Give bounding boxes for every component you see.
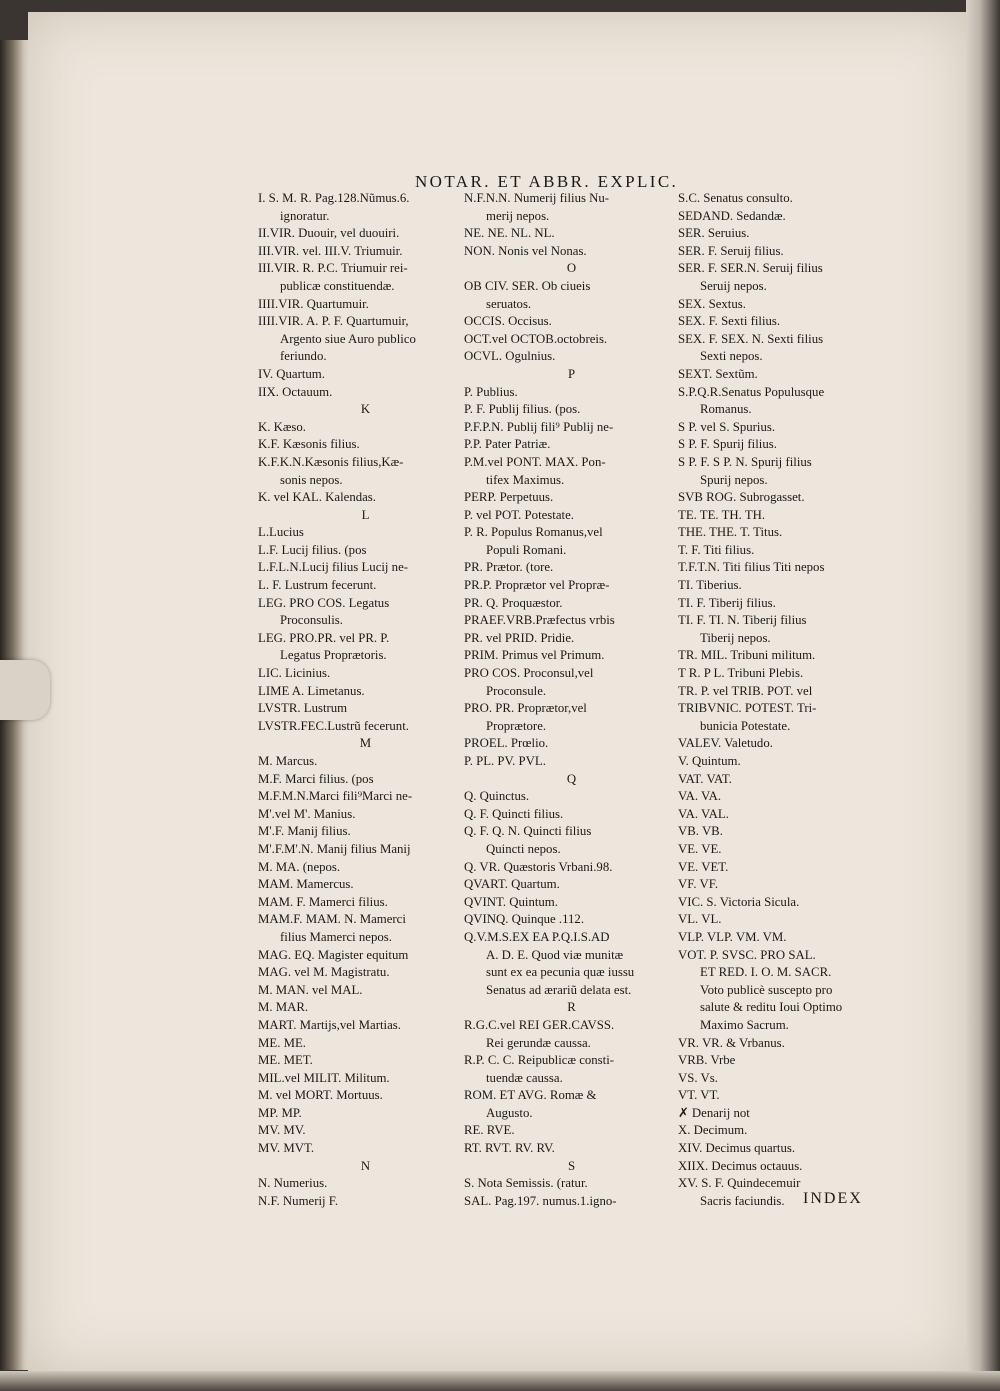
page-tab-marker: [0, 660, 50, 720]
entry-line: MAG. vel M. Magistratu.: [258, 965, 390, 980]
entry-line: P. vel POT. Potestate.: [464, 507, 574, 522]
entry-line: T. F. Titi filius.: [678, 542, 755, 557]
entry-line: MART. Martijs,vel Martias.: [258, 1017, 401, 1032]
entry-line: MAG. EQ. Magister equitum: [258, 947, 409, 962]
entry-line: VL. VL.: [678, 912, 722, 927]
entry-line: LIC. Licinius.: [258, 666, 331, 681]
entry-line: tifex Maximus.: [486, 472, 565, 487]
entry-line: III.VIR. R. P.C. Triumuir rei-: [258, 261, 408, 276]
entry-line: filius Mamerci nepos.: [280, 929, 392, 944]
entry-line: P. F. Publij filius. (pos.: [464, 402, 581, 417]
entry-line: XIV. Decimus quartus.: [678, 1141, 796, 1156]
entry-line: PRO. PR. Proprætor,vel: [464, 701, 587, 716]
section-letter: O: [566, 261, 577, 276]
entry-line: K.F. Kæsonis filius.: [258, 437, 360, 452]
section-letter: R: [567, 1000, 576, 1015]
entry-line: T R. P L. Tribuni Plebis.: [678, 666, 804, 681]
entry-line: SEXT. Sextũm.: [678, 366, 758, 381]
entry-line: IV. Quartum.: [258, 366, 325, 381]
entry-line: RE. RVE.: [464, 1123, 515, 1138]
entry-line: K.F.K.N.Kæsonis filius,Kæ-: [258, 454, 404, 469]
entry-line: Proconsule.: [486, 683, 547, 698]
entry-line: feriundo.: [280, 349, 327, 364]
entry-line: MV. MVT.: [258, 1141, 315, 1156]
entry-line: N.F. Numerij F.: [258, 1193, 339, 1208]
entry-line: VA. VAL.: [678, 806, 729, 821]
entry-line: ✗ Denarij not: [678, 1105, 750, 1120]
entry-line: L.Lucius: [258, 525, 304, 540]
entry-line: ROM. ET AVG. Romæ &: [464, 1088, 597, 1103]
entry-line: M.F. Marci filius. (pos: [258, 771, 374, 786]
entry-line: P. R. Populus Romanus,vel: [464, 525, 603, 540]
entry-line: TRIBVNIC. POTEST. Tri-: [678, 701, 817, 716]
entry-line: VE. VET.: [678, 859, 729, 874]
entry-line: Legatus Proprætoris.: [280, 648, 387, 663]
entry-line: RT. RVT. RV. RV.: [464, 1141, 555, 1156]
entry-line: II.VIR. Duouir, vel duouiri.: [258, 226, 400, 241]
entry-line: PRIM. Primus vel Primum.: [464, 648, 605, 663]
entry-line: PR. Prætor. (tore.: [464, 560, 554, 575]
entry-line: S.P.Q.R.Senatus Populusque: [678, 384, 825, 399]
entry-line: III.VIR. vel. III.V. Triumuir.: [258, 243, 403, 258]
entry-line: VLP. VLP. VM. VM.: [678, 929, 787, 944]
entry-line: MV. MV.: [258, 1123, 306, 1138]
entry-line: Q. Quinctus.: [464, 789, 530, 804]
section-letter: L: [361, 507, 370, 522]
entry-line: MAM.F. MAM. N. Mamerci: [258, 912, 406, 927]
entry-line: P. Publius.: [464, 384, 518, 399]
entry-line: tuendæ caussa.: [486, 1070, 563, 1085]
entry-line: salute & reditu Ioui Optimo: [700, 1000, 843, 1015]
section-letter: S: [567, 1158, 576, 1173]
entry-line: PERP. Perpetuus.: [464, 490, 554, 505]
entry-line: Proprætore.: [486, 718, 547, 733]
running-head: NOTAR. ET ABBR. EXPLIC.: [415, 172, 679, 191]
entry-line: S P. F. S P. N. Spurij filius: [678, 454, 812, 469]
entry-line: TR. P. vel TRIB. POT. vel: [678, 683, 813, 698]
entry-line: V. Quintum.: [678, 754, 741, 768]
entry-line: OCVL. Ogulnius.: [464, 349, 556, 364]
entry-line: IIII.VIR. A. P. F. Quartumuir,: [258, 314, 409, 329]
entry-line: PROEL. Prœlio.: [464, 736, 549, 751]
entry-line: XV. S. F. Quindecemuir: [678, 1176, 801, 1191]
entry-line: M. MA. (nepos.: [258, 859, 341, 874]
entry-line: ET RED. I. O. M. SACR.: [700, 965, 832, 980]
column-3: [678, 190, 893, 1210]
entry-line: S P. vel S. Spurius.: [678, 419, 776, 434]
entry-line: R.P. C. C. Reipublicæ consti-: [464, 1053, 615, 1068]
entry-line: VT. VT.: [678, 1088, 720, 1103]
entry-line: M.F.M.N.Marci fili⁹Marci ne-: [258, 789, 413, 804]
entry-line: LEG. PRO COS. Legatus: [258, 595, 390, 610]
entry-line: N. Numerius.: [258, 1176, 328, 1191]
entry-line: M. vel MORT. Mortuus.: [258, 1088, 383, 1103]
entry-line: Voto publicè suscepto pro: [700, 982, 833, 997]
entry-line: R.G.C.vel REI GER.CAVSS.: [464, 1017, 615, 1032]
entry-line: Q. F. Q. N. Quincti filius: [464, 824, 592, 839]
entry-line: ignoratur.: [280, 208, 330, 223]
entry-line: A. D. E. Quod viæ munitæ: [486, 947, 624, 962]
section-letter: P: [567, 366, 576, 381]
section-letter: K: [360, 402, 371, 417]
entry-line: L.F. Lucij filius. (pos: [258, 542, 367, 557]
entry-line: MAM. Mamercus.: [258, 877, 354, 892]
column-1: [258, 190, 473, 1210]
entry-line: S.C. Senatus consulto.: [678, 191, 793, 205]
entry-line: M'.F.M'.N. Manij filius Manij: [258, 841, 411, 856]
entry-line: Maximo Sacrum.: [700, 1017, 789, 1032]
entry-line: L. F. Lustrum fecerunt.: [258, 578, 377, 593]
entry-line: TI. Tiberius.: [678, 578, 742, 593]
entry-line: TR. MIL. Tribuni militum.: [678, 648, 816, 663]
entry-line: ME. MET.: [258, 1053, 313, 1068]
entry-line: PR. vel PRID. Pridie.: [464, 630, 575, 645]
column-2: [464, 190, 679, 1210]
entry-line: LVSTR.FEC.Lustrũ fecerunt.: [258, 718, 409, 733]
entry-line: VIC. S. Victoria Sicula.: [678, 894, 800, 909]
entry-line: Sacris faciundis.: [700, 1193, 785, 1208]
entry-line: TE. TE. TH. TH.: [678, 507, 766, 522]
entry-line: Augusto.: [486, 1105, 533, 1120]
entry-line: VRB. Vrbe: [678, 1053, 736, 1068]
entry-line: LEG. PRO.PR. vel PR. P.: [258, 630, 390, 645]
entry-line: PRO COS. Proconsul,vel: [464, 666, 594, 681]
entry-line: VA. VA.: [678, 789, 722, 804]
entry-line: LVSTR. Lustrum: [258, 701, 348, 716]
entry-line: PR.P. Proprætor vel Propræ-: [464, 578, 610, 593]
entry-line: N.F.N.N. Numerij filius Nu-: [464, 191, 610, 205]
entry-line: MAM. F. Mamerci filius.: [258, 894, 388, 909]
catchword: INDEX: [803, 1190, 863, 1207]
entry-line: SAL. Pag.197. numus.1.igno-: [464, 1193, 617, 1208]
entry-line: VE. VE.: [678, 841, 722, 856]
entry-line: L.F.L.N.Lucij filius Lucij ne-: [258, 560, 409, 575]
entry-line: VB. VB.: [678, 824, 723, 839]
entry-line: VALEV. Valetudo.: [678, 736, 773, 751]
entry-line: bunicia Potestate.: [700, 718, 791, 733]
entry-line: Q.V.M.S.EX EA P.Q.I.S.AD: [464, 929, 610, 944]
entry-line: publicæ constituendæ.: [280, 278, 395, 293]
entry-line: M. MAR.: [258, 1000, 309, 1015]
entry-line: QVART. Quartum.: [464, 877, 560, 892]
entry-line: SEDAND. Sedandæ.: [678, 208, 786, 223]
entry-line: OCT.vel OCTOB.octobreis.: [464, 331, 608, 346]
entry-line: NE. NE. NL. NL.: [464, 226, 555, 241]
entry-line: SEX. F. SEX. N. Sexti filius: [678, 331, 824, 346]
page-edge-bottom: [0, 1371, 1000, 1391]
entry-line: M'.vel M'. Manius.: [258, 806, 356, 821]
entry-line: TI. F. TI. N. Tiberij filius: [678, 613, 807, 628]
entry-line: Sexti nepos.: [700, 349, 763, 364]
entry-line: SVB ROG. Subrogasset.: [678, 490, 805, 505]
entry-line: NON. Nonis vel Nonas.: [464, 243, 587, 258]
entry-line: sunt ex ea pecunia quæ iussu: [486, 965, 635, 980]
entry-line: T.F.T.N. Titi filius Titi nepos: [678, 560, 825, 575]
entry-line: LIME A. Limetanus.: [258, 683, 365, 698]
entry-line: I. S. M. R. Pag.128.Nũmus.6.: [258, 191, 410, 205]
entry-line: Proconsulis.: [280, 613, 343, 628]
entry-line: seruatos.: [486, 296, 532, 311]
entry-line: M. Marcus.: [258, 754, 318, 768]
entry-line: Quincti nepos.: [486, 841, 561, 856]
entry-line: Seruij nepos.: [700, 278, 767, 293]
entry-line: VAT. VAT.: [678, 771, 732, 786]
entry-line: QVINT. Quintum.: [464, 894, 558, 909]
section-letter: Q: [566, 771, 577, 786]
entry-line: M. MAN. vel MAL.: [258, 982, 363, 997]
entry-line: Romanus.: [700, 402, 752, 417]
entry-line: SEX. Sextus.: [678, 296, 746, 311]
entry-line: K. Kæso.: [258, 419, 306, 434]
entry-line: OCCIS. Occisus.: [464, 314, 552, 329]
entry-line: Spurij nepos.: [700, 472, 768, 487]
entry-line: X. Decimum.: [678, 1123, 748, 1138]
entry-line: SER. F. Seruij filius.: [678, 243, 784, 258]
entry-line: P. PL. PV. PVL.: [464, 754, 546, 768]
entry-line: P.P. Pater Patriæ.: [464, 437, 551, 452]
entry-line: P.M.vel PONT. MAX. Pon-: [464, 454, 606, 469]
entry-line: ME. ME.: [258, 1035, 306, 1050]
entry-line: XIIX. Decimus octauus.: [678, 1158, 803, 1173]
entry-line: SER. F. SER.N. Seruij filius: [678, 261, 823, 276]
entry-line: P.F.P.N. Publij fili⁹ Publij ne-: [464, 419, 614, 434]
entry-line: K. vel KAL. Kalendas.: [258, 490, 376, 505]
entry-line: TI. F. Tiberij filius.: [678, 595, 776, 610]
page-edge-right: [966, 0, 1000, 1391]
entry-line: VS. Vs.: [678, 1070, 718, 1085]
entry-line: Q. F. Quincti filius.: [464, 806, 564, 821]
entry-line: Argento siue Auro publico: [280, 331, 416, 346]
entry-line: THE. THE. T. Titus.: [678, 525, 783, 540]
entry-line: Rei gerundæ caussa.: [486, 1035, 591, 1050]
entry-line: PR. Q. Proquæstor.: [464, 595, 563, 610]
entry-line: QVINQ. Quinque .112.: [464, 912, 585, 927]
entry-line: Senatus ad ærariũ delata est.: [486, 982, 632, 997]
entry-line: IIII.VIR. Quartumuir.: [258, 296, 369, 311]
entry-line: S P. F. Spurij filius.: [678, 437, 777, 452]
entry-line: VF. VF.: [678, 877, 719, 892]
entry-line: VOT. P. SVSC. PRO SAL.: [678, 947, 816, 962]
entry-line: merij nepos.: [486, 208, 550, 223]
section-letter: M: [359, 736, 372, 751]
section-letter: N: [360, 1158, 371, 1173]
entry-line: IIX. Octauum.: [258, 384, 333, 399]
entry-line: MIL.vel MILIT. Militum.: [258, 1070, 390, 1085]
entry-line: SEX. F. Sexti filius.: [678, 314, 781, 329]
entry-line: M'.F. Manij filius.: [258, 824, 351, 839]
entry-line: Populi Romani.: [486, 542, 567, 557]
entry-line: Q. VR. Quæstoris Vrbani.98.: [464, 859, 613, 874]
entry-line: SER. Seruius.: [678, 226, 750, 241]
entry-line: PRAEF.VRB.Præfectus vrbis: [464, 613, 615, 628]
entry-line: S. Nota Semissis. (ratur.: [464, 1176, 588, 1191]
entry-line: OB CIV. SER. Ob ciueis: [464, 278, 591, 293]
entry-line: MP. MP.: [258, 1105, 302, 1120]
entry-line: Tiberij nepos.: [700, 630, 771, 645]
entry-line: VR. VR. & Vrbanus.: [678, 1035, 785, 1050]
entry-line: sonis nepos.: [280, 472, 343, 487]
